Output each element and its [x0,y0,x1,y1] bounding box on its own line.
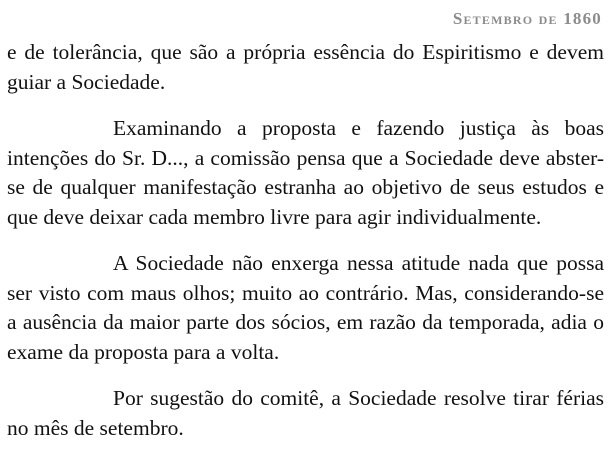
body-text [7,38,604,443]
paragraph-vacation: Por sugestão do comitê, a Sociedade resolve tirar férias no mês de setembro. [7,386,604,440]
paragraph-continuation: e de tolerância, que são a própria essência do Espiritismo e devem guiar a Sociedade. [7,40,604,94]
running-head: Setembro de 1860 [452,9,602,28]
paragraph-commission-proposal: Examinando a proposta e fazendo justiça às boas intenções do Sr. D..., a comissão pensa que a Sociedade deve abster-se de qualquer manifestação estranha ao objetivo de seus estudos e que deve deixar cada membro livre para agir individualmente. [7,116,604,229]
paragraph-society-decision: A Sociedade não enxerga nessa atitude nada que possa ser visto com maus olhos; muito ao contrário. Mas, considerando-se a ausência da maior parte dos sócios, em razão da temporada, adia o exame da proposta para a volta. [7,251,604,364]
